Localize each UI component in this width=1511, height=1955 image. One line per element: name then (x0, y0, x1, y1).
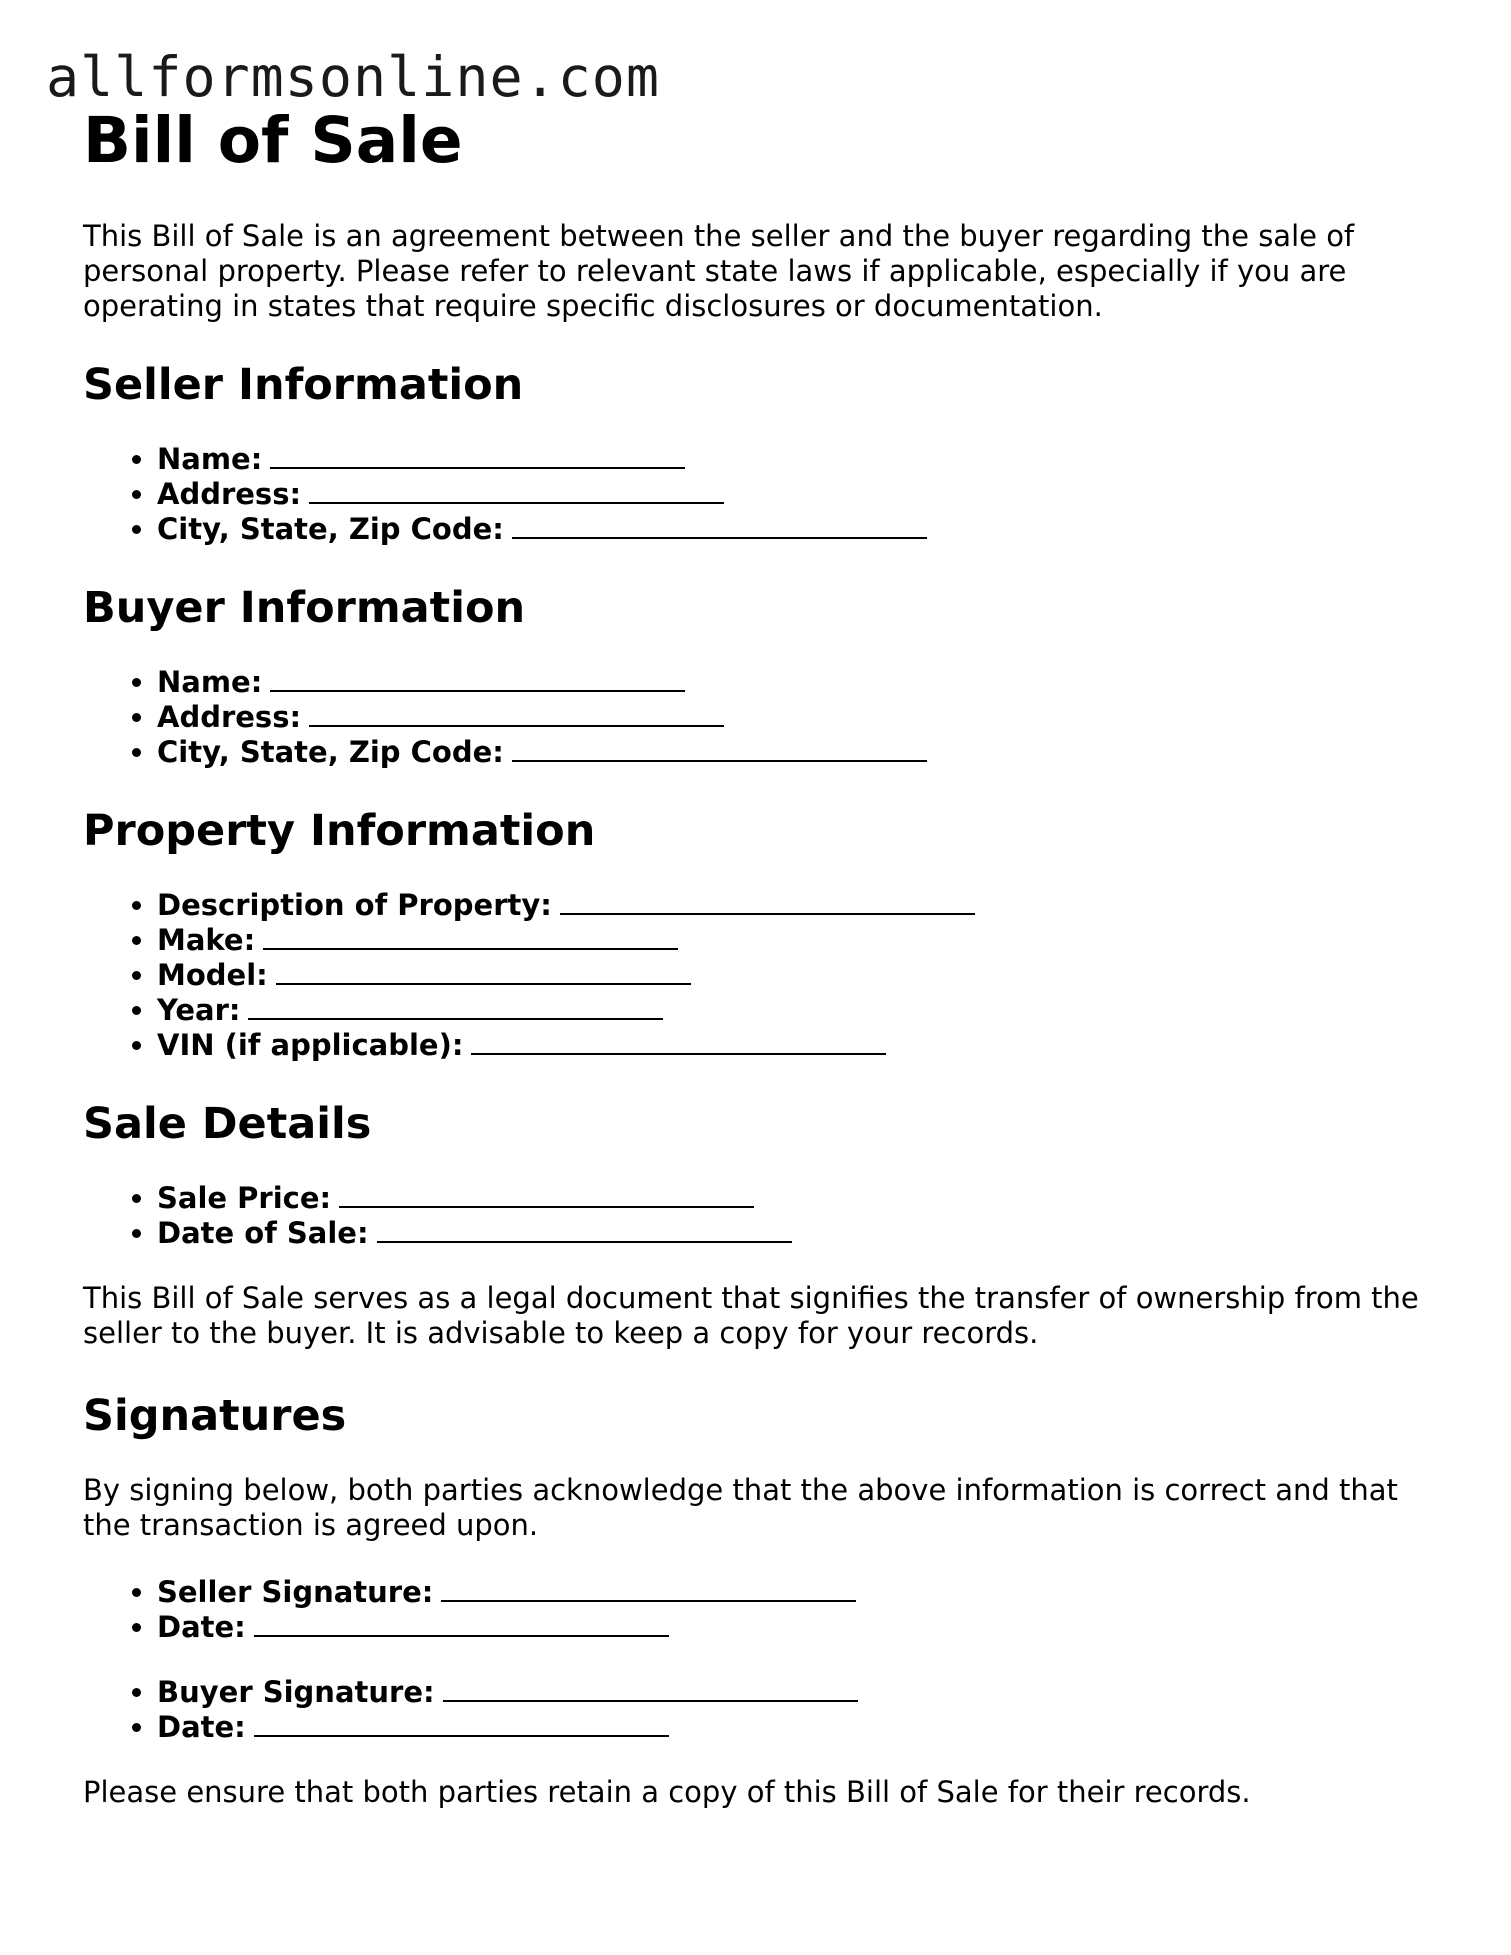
seller-address-blank[interactable] (309, 478, 724, 504)
seller-signature-field: • Seller Signature: (157, 1575, 1443, 1610)
sale-price-blank[interactable] (339, 1182, 754, 1208)
sale-price-field: • Sale Price: (157, 1181, 1443, 1216)
property-make-field: • Make: (157, 923, 1443, 958)
buyer-address-field: • Address: (157, 700, 1443, 735)
property-vin-field: • VIN (if applicable): (157, 1028, 1443, 1063)
seller-date-blank[interactable] (254, 1611, 669, 1637)
sale-note-paragraph: This Bill of Sale serves as a legal document that signifies the transfer of ownership from the seller to the buyer. It is advisable to keep a copy for your records. (83, 1281, 1419, 1350)
buyer-city-blank[interactable] (512, 736, 927, 762)
seller-fields (83, 442, 1443, 547)
property-model-blank[interactable] (276, 959, 691, 985)
sale-date-field: • Date of Sale: (157, 1216, 1443, 1251)
signatures-heading: Signatures (83, 1391, 347, 1441)
document-body (83, 104, 1443, 1810)
buyer-city-field: • City, State, Zip Code: (157, 735, 1443, 770)
buyer-date-field: • Date: (157, 1710, 1443, 1745)
property-description-field: • Description of Property: (157, 888, 1443, 923)
buyer-heading: Buyer Information (83, 583, 526, 633)
watermark: allformsonline.com (46, 45, 661, 109)
buyer-signature-fields (83, 1675, 1443, 1745)
property-vin-blank[interactable] (471, 1029, 886, 1055)
seller-date-field: • Date: (157, 1610, 1443, 1645)
buyer-name-field: • Name: (157, 665, 1443, 700)
seller-name-blank[interactable] (270, 443, 685, 469)
property-make-blank[interactable] (263, 924, 678, 950)
buyer-address-blank[interactable] (309, 701, 724, 727)
buyer-signature-field: • Buyer Signature: (157, 1675, 1443, 1710)
property-fields (83, 888, 1443, 1063)
property-year-field: • Year: (157, 993, 1443, 1028)
buyer-name-blank[interactable] (270, 666, 685, 692)
sale-date-blank[interactable] (377, 1217, 792, 1243)
property-description-blank[interactable] (560, 889, 975, 915)
property-year-blank[interactable] (248, 994, 663, 1020)
seller-heading: Seller Information (83, 360, 524, 410)
property-model-field: • Model: (157, 958, 1443, 993)
seller-address-field: • Address: (157, 477, 1443, 512)
closing-paragraph: Please ensure that both parties retain a copy of this Bill of Sale for their records. (83, 1775, 1251, 1809)
property-heading: Property Information (83, 806, 596, 856)
signatures-intro-paragraph: By signing below, both parties acknowledge that the above information is correct and that the transaction is agreed upon. (83, 1473, 1398, 1542)
seller-signature-blank[interactable] (441, 1576, 856, 1602)
seller-signature-fields (83, 1575, 1443, 1645)
seller-name-field: • Name: (157, 442, 1443, 477)
sale-fields (83, 1181, 1443, 1251)
document-title: Bill of Sale (83, 104, 463, 177)
sale-heading: Sale Details (83, 1099, 372, 1149)
intro-paragraph: This Bill of Sale is an agreement between the seller and the buyer regarding the sale of personal property. Please refer to relevant state laws if applicable, especially if you are operating in states that require specific disclosures or documentation. (83, 219, 1355, 323)
seller-city-field: • City, State, Zip Code: (157, 512, 1443, 547)
buyer-fields (83, 665, 1443, 770)
buyer-date-blank[interactable] (254, 1711, 669, 1737)
buyer-signature-blank[interactable] (443, 1676, 858, 1702)
seller-city-blank[interactable] (512, 513, 927, 539)
